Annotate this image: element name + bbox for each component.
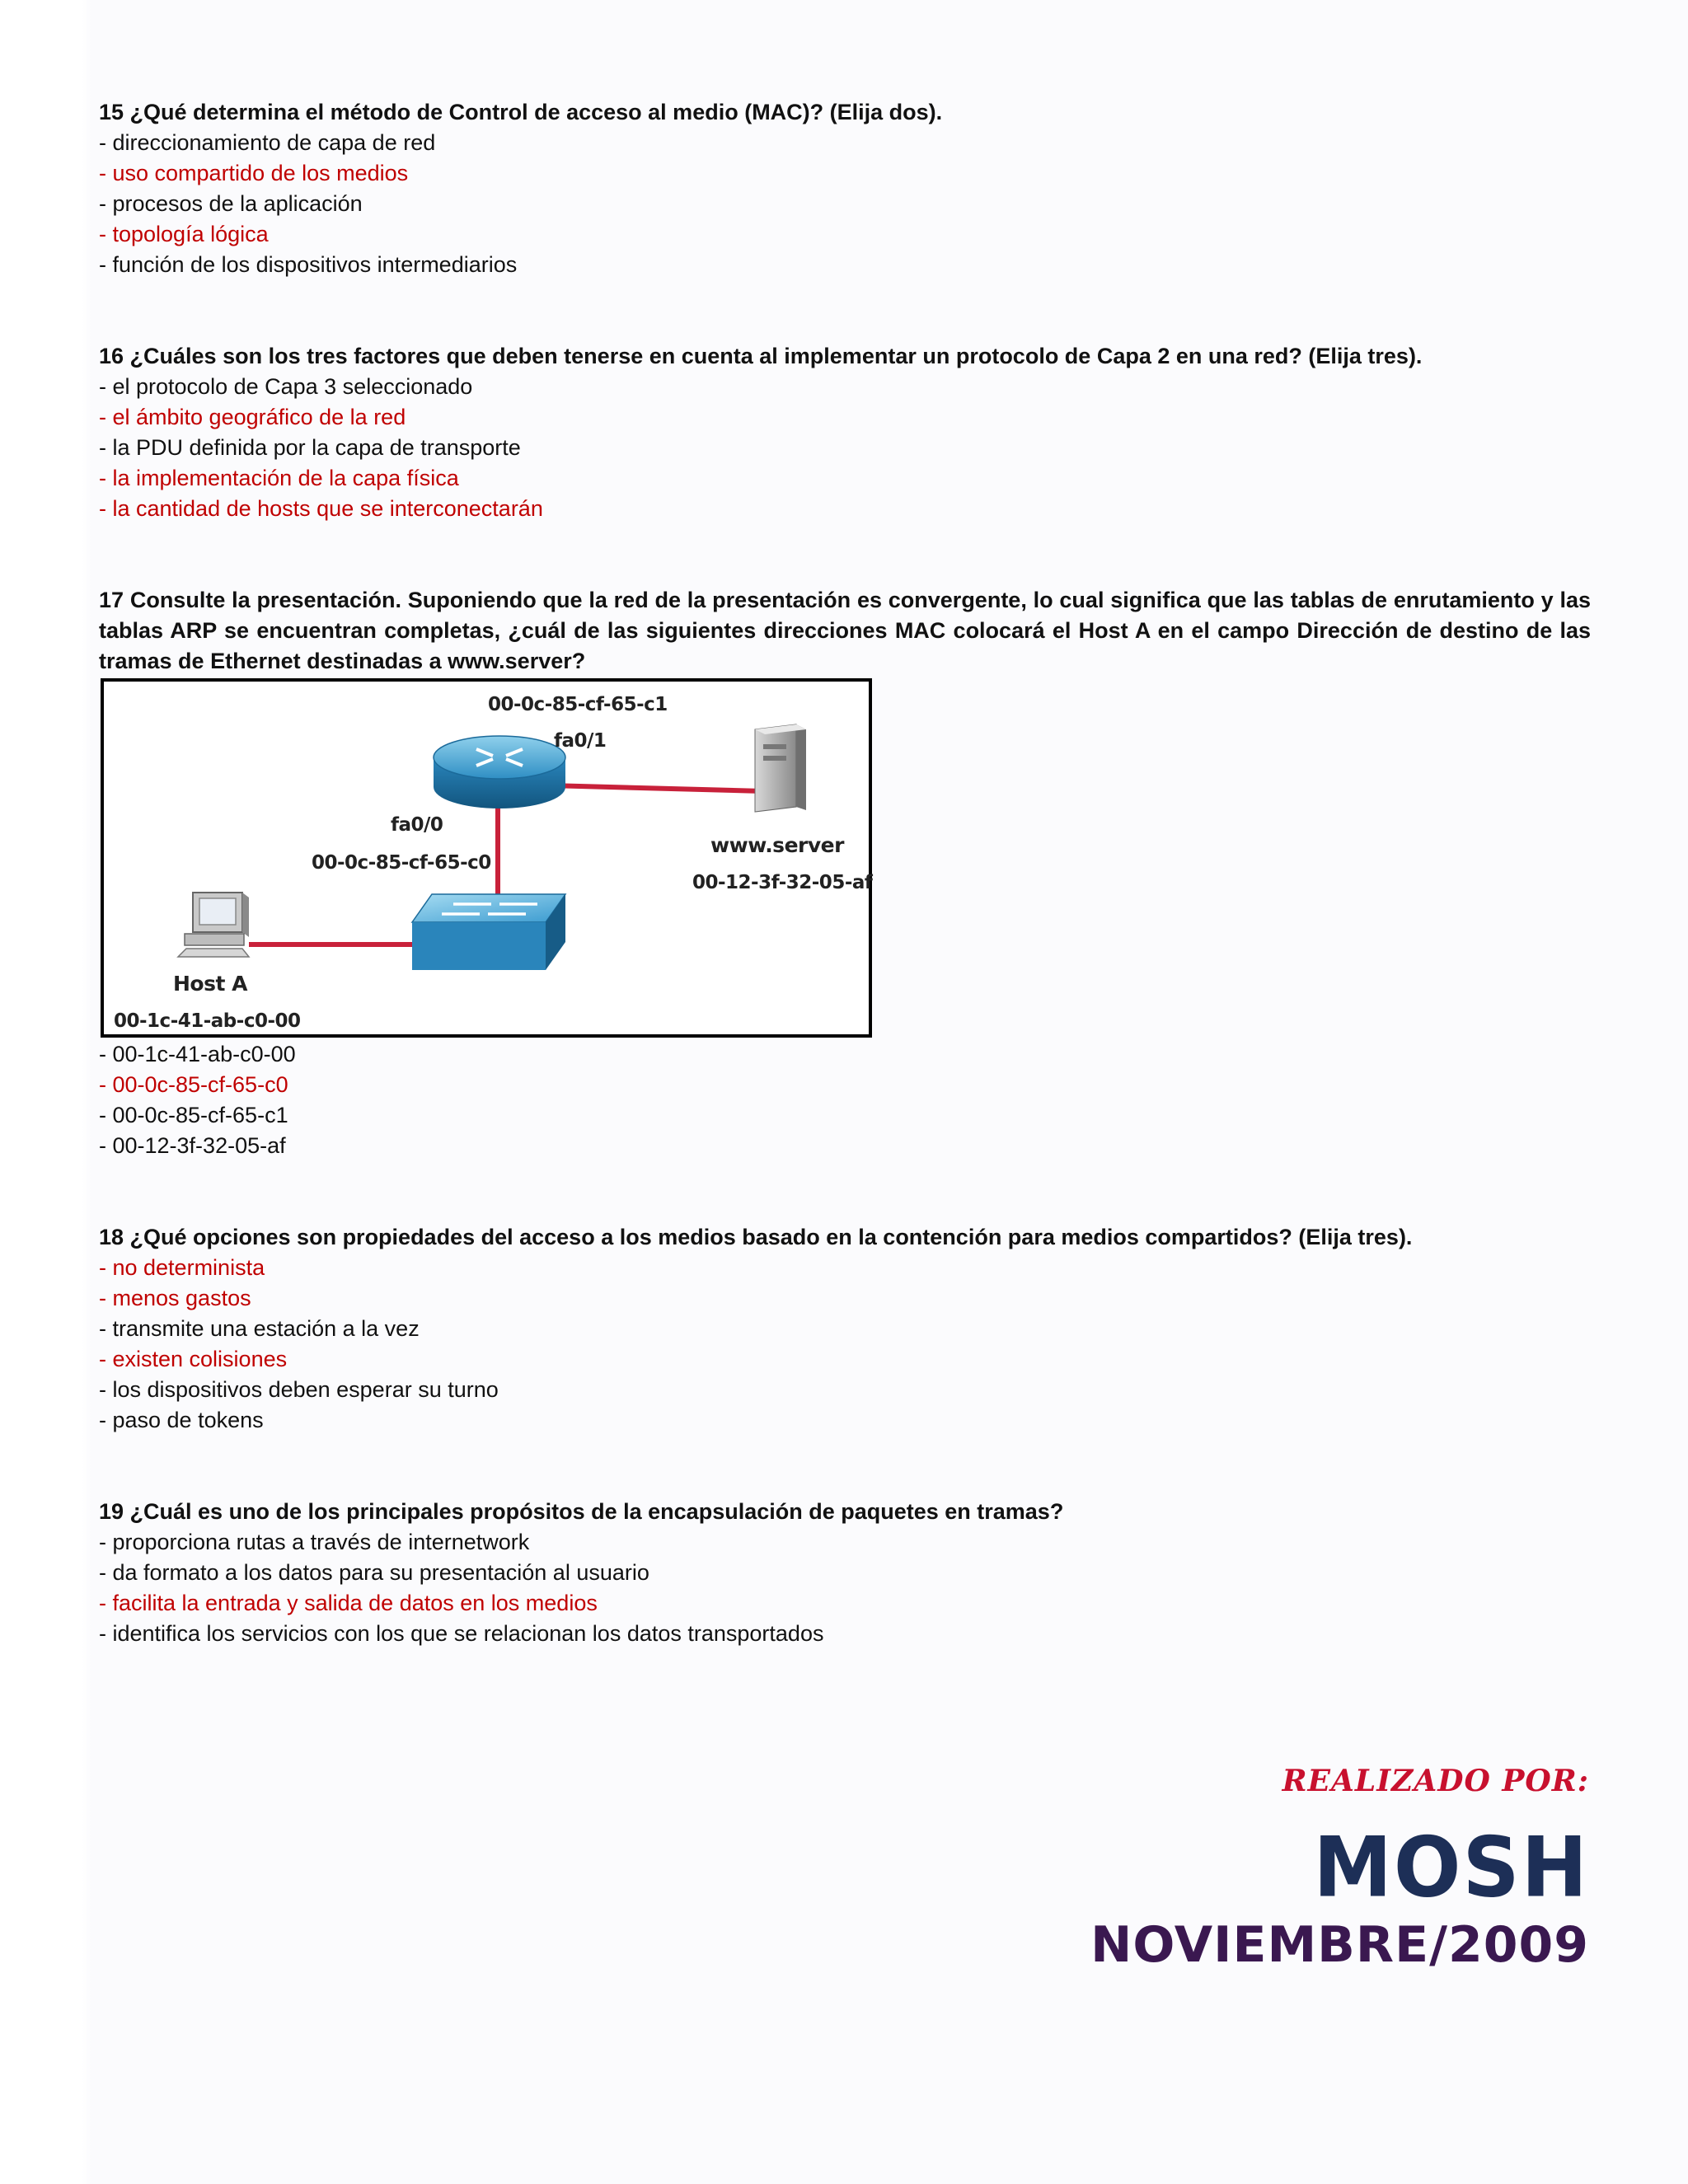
question-16-title: 16 ¿Cuáles son los tres factores que deben tenerse en cuenta al implementar un protocolo de Capa 2 en una red? (Elija tres). bbox=[99, 344, 1423, 368]
server-mac-label: 00-12-3f-32-05-af bbox=[692, 872, 873, 893]
answer-option: - procesos de la aplicación bbox=[99, 191, 363, 216]
answer-option: - no determinista bbox=[99, 1255, 265, 1280]
network-topology-figure bbox=[101, 678, 872, 1038]
answer-option: - el protocolo de Capa 3 seleccionado bbox=[99, 374, 473, 399]
router-icon bbox=[434, 736, 565, 808]
answer-option: - los dispositivos deben esperar su turno bbox=[99, 1377, 499, 1402]
question-17-title: 17 Consulte la presentación. Suponiendo que la red de la presentación es convergente, lo cual significa que las tablas de enrutamiento y las tablas ARP se encuentran completas, ¿cuál de las siguientes direcciones MAC colocará el Host A en el campo Dirección de destino de las tramas de Ethernet destinadas a www.server? bbox=[99, 588, 1591, 673]
answer-option: - identifica los servicios con los que se relacionan los datos transportados bbox=[99, 1621, 824, 1646]
question-18-title: 18 ¿Qué opciones son propiedades del acceso a los medios basado en la contención para medios compartidos? (Elija tres). bbox=[99, 1225, 1413, 1249]
document-body bbox=[99, 97, 1591, 1649]
question-15-title: 15 ¿Qué determina el método de Control de acceso al medio (MAC)? (Elija dos). bbox=[99, 100, 943, 124]
answer-option: - 00-12-3f-32-05-af bbox=[99, 1133, 286, 1158]
spacer bbox=[99, 1161, 1591, 1222]
question-19 bbox=[99, 1497, 1591, 1649]
answer-option: - transmite una estación a la vez bbox=[99, 1316, 420, 1341]
credits-label: REALIZADO POR: bbox=[1282, 1764, 1589, 1798]
router-mac-fa00-label: 00-0c-85-cf-65-c0 bbox=[312, 852, 491, 874]
router-mac-fa01-label: 00-0c-85-cf-65-c1 bbox=[488, 694, 668, 715]
spacer bbox=[99, 524, 1591, 585]
switch-icon bbox=[412, 894, 565, 970]
answer-option: - el ámbito geográfico de la red bbox=[99, 405, 406, 429]
question-19-title: 19 ¿Cuál es uno de los principales propósitos de la encapsulación de paquetes en tramas? bbox=[99, 1499, 1064, 1524]
answer-option: - la cantidad de hosts que se interconectarán bbox=[99, 496, 543, 521]
answer-option: - existen colisiones bbox=[99, 1347, 288, 1371]
question-17 bbox=[99, 585, 1591, 1161]
answer-option: - la PDU definida por la capa de transporte bbox=[99, 435, 521, 460]
router-fa00-label: fa0/0 bbox=[391, 814, 443, 836]
host-name-label: Host A bbox=[173, 972, 247, 996]
question-15 bbox=[99, 97, 1591, 280]
server-icon bbox=[755, 724, 806, 812]
answer-option: - 00-1c-41-ab-c0-00 bbox=[99, 1042, 296, 1066]
answer-option: - función de los dispositivos intermediarios bbox=[99, 252, 518, 277]
answer-option: - 00-0c-85-cf-65-c0 bbox=[99, 1072, 288, 1097]
router-fa01-label: fa0/1 bbox=[554, 730, 607, 752]
answer-option: - menos gastos bbox=[99, 1286, 251, 1310]
spacer bbox=[99, 1436, 1591, 1497]
answer-option: - paso de tokens bbox=[99, 1408, 264, 1432]
question-18 bbox=[99, 1222, 1591, 1436]
credits-author: MOSH bbox=[1313, 1819, 1589, 1916]
answer-option: - topología lógica bbox=[99, 222, 269, 246]
spacer bbox=[99, 280, 1591, 341]
credits-date: NOVIEMBRE/2009 bbox=[1090, 1916, 1589, 1974]
answer-option: - da formato a los datos para su presentación al usuario bbox=[99, 1560, 649, 1585]
link-router-server bbox=[549, 785, 763, 791]
answer-option: - direccionamiento de capa de red bbox=[99, 130, 436, 155]
answer-option: - la implementación de la capa física bbox=[99, 466, 459, 490]
host-mac-label: 00-1c-41-ab-c0-00 bbox=[114, 1010, 301, 1032]
question-16 bbox=[99, 341, 1591, 524]
answer-option: - 00-0c-85-cf-65-c1 bbox=[99, 1103, 288, 1127]
server-name-label: www.server bbox=[710, 833, 844, 857]
answer-option: - facilita la entrada y salida de datos en los medios bbox=[99, 1591, 598, 1615]
answer-option: - proporciona rutas a través de internetwork bbox=[99, 1530, 530, 1554]
computer-icon bbox=[178, 893, 249, 957]
answer-option: - uso compartido de los medios bbox=[99, 161, 409, 185]
